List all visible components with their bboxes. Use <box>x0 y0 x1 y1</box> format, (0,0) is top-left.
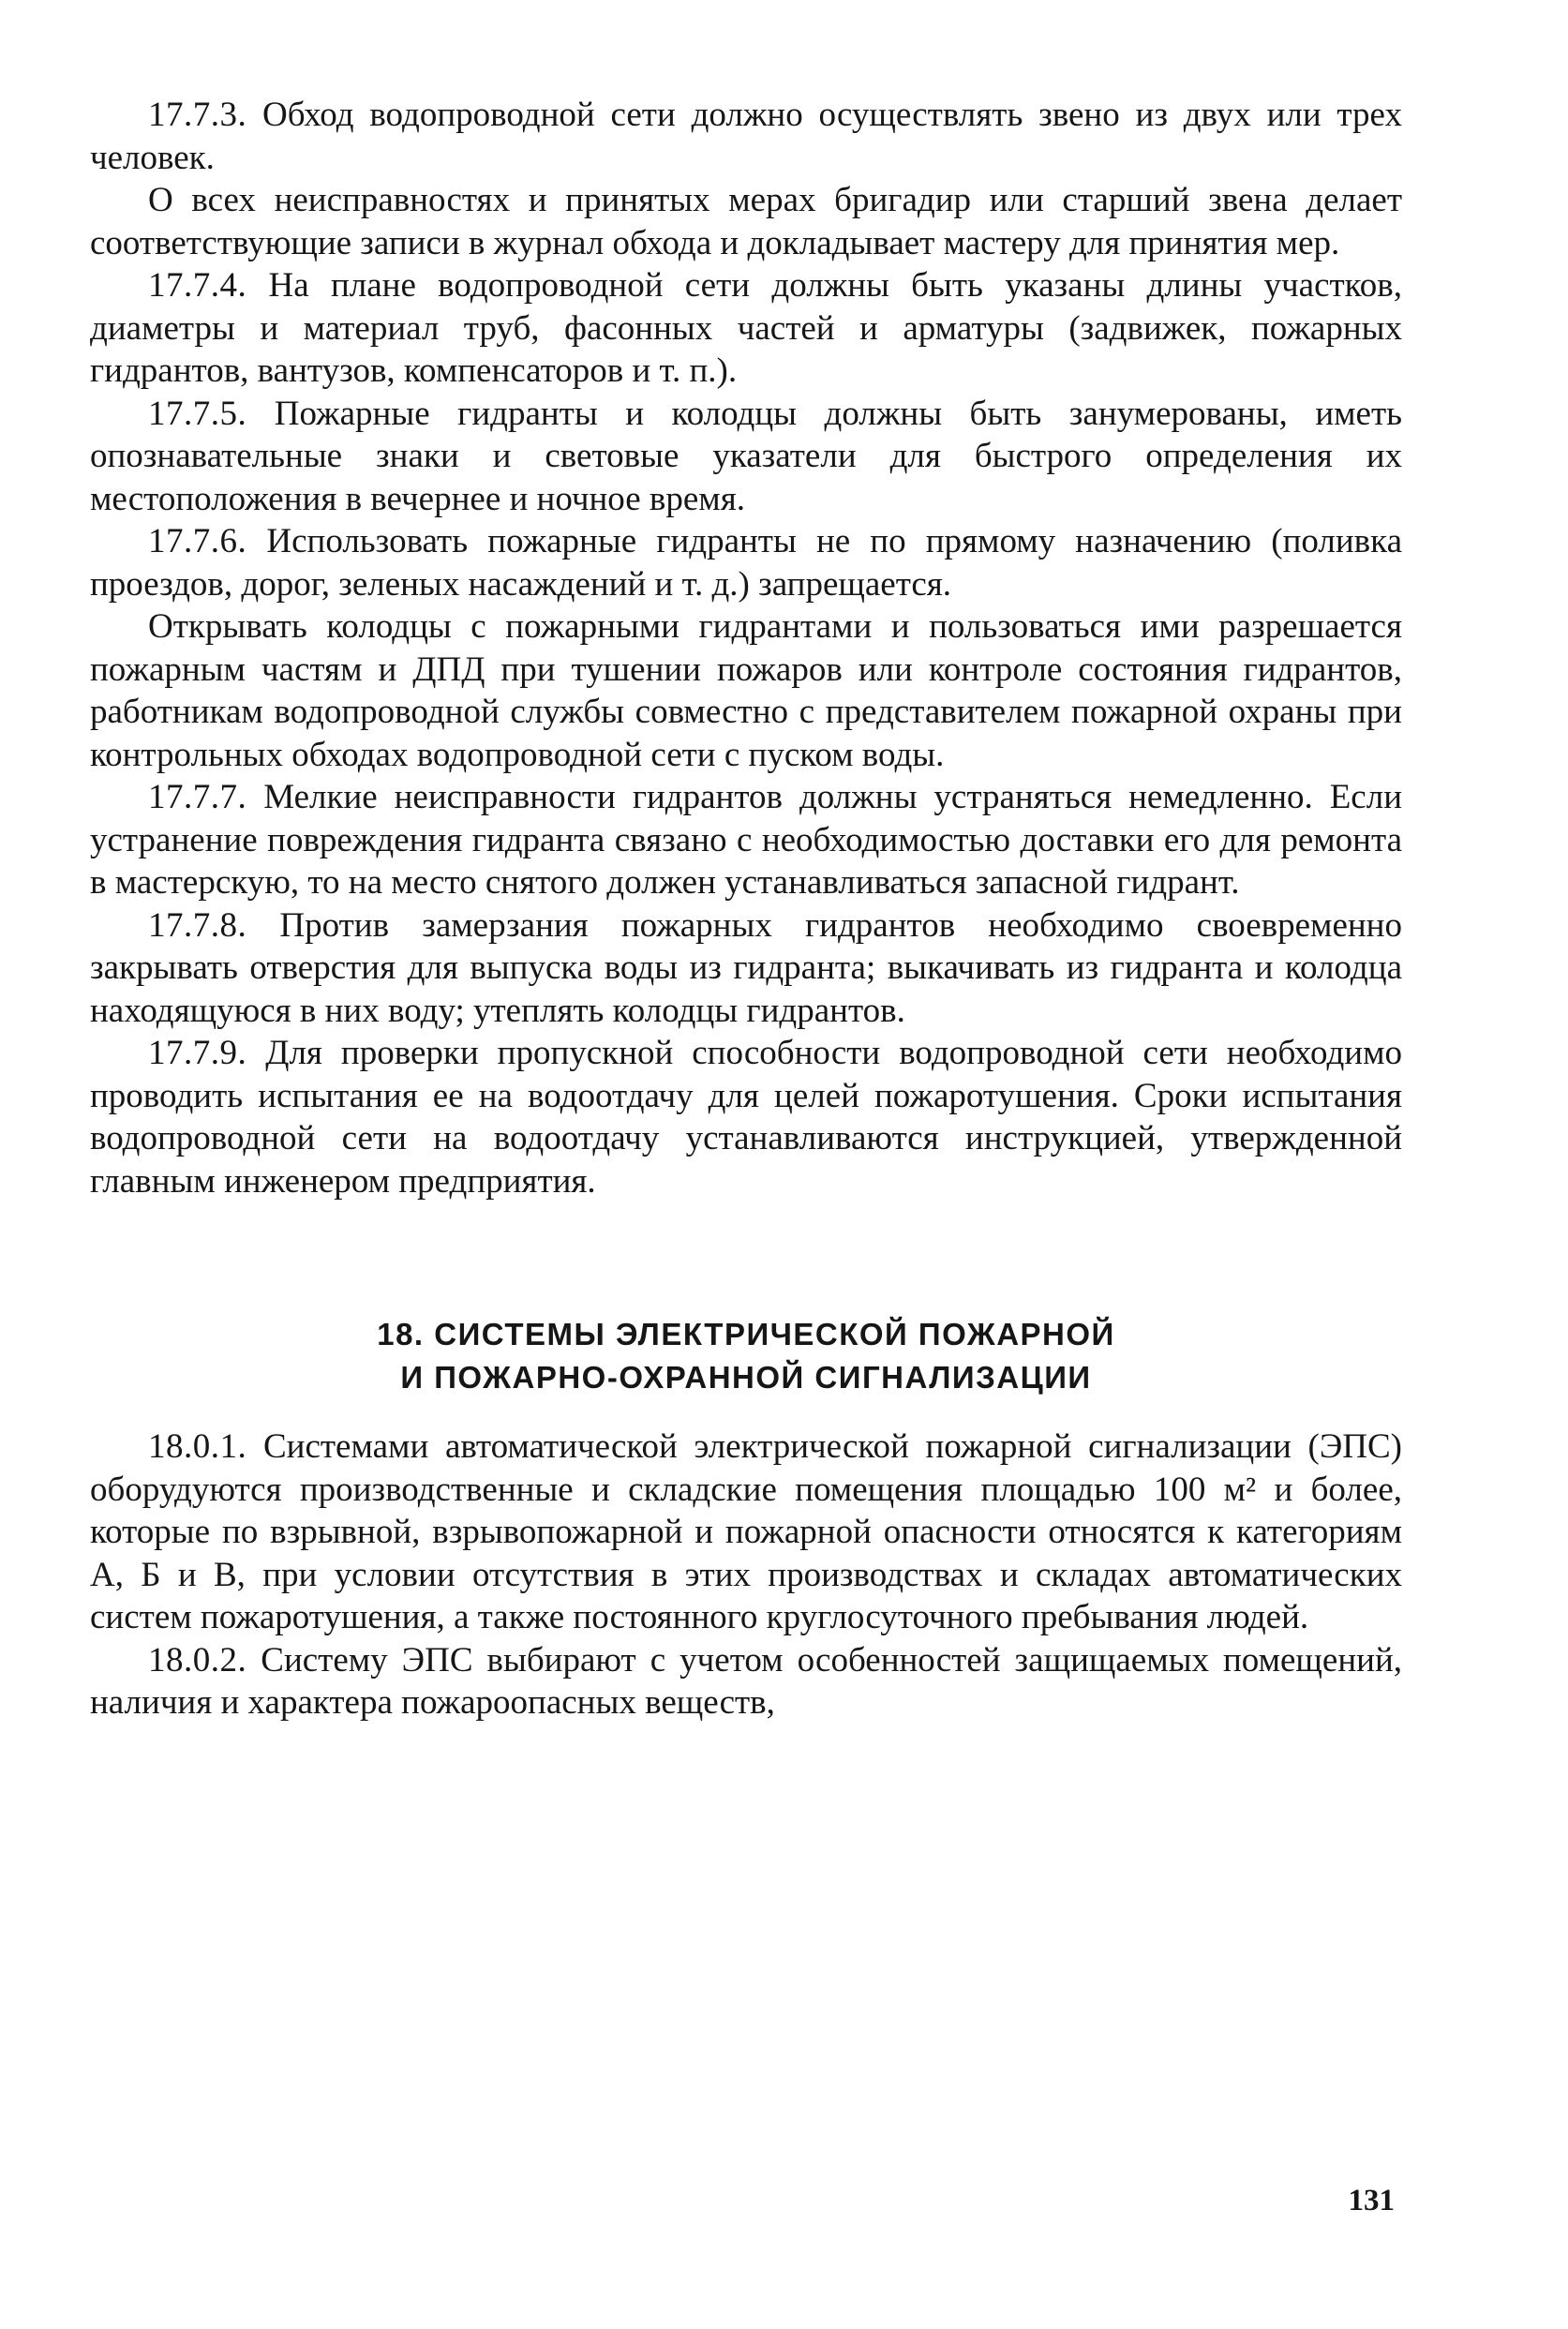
document-page <box>90 94 1402 1724</box>
paragraph-text: Пожарные гидранты и колодцы должны быть занумерованы, иметь опознавательные знаки и световые указатели для быстрого определения их местоположения в вечернее и ночное время. <box>90 394 1402 518</box>
clause-number: 17.7.8. <box>148 905 247 945</box>
paragraph-18-0-2 <box>90 1639 1402 1724</box>
paragraph-17-7-4 <box>90 264 1402 393</box>
clause-number: 17.7.4. <box>148 266 247 305</box>
paragraph-text: Мелкие неисправности гидрантов должны устраняться немедленно. Если устранение повреждения гидранта связано с необходимостью доставки его для ремонта в мастерскую, то на место снятого должен устанавливаться запасной гидрант. <box>90 778 1402 902</box>
paragraph-text: Обход водопроводной сети должно осуществлять звено из двух или трех человек. <box>90 96 1402 177</box>
paragraph-17-7-8 <box>90 904 1402 1033</box>
clause-number: 17.7.7. <box>148 778 247 816</box>
paragraph-text: На плане водопроводной сети должны быть указаны длины участков, диаметры и материал труб, фасонных частей и арматуры (задвижек, пожарных гидрантов, вантузов, компенсаторов и т. п.). <box>90 266 1402 390</box>
section-heading-line-2: И ПОЖАРНО-ОХРАННОЙ СИГНАЛИЗАЦИИ <box>400 1360 1092 1395</box>
paragraph-17-7-6 <box>90 520 1402 605</box>
section-heading <box>90 1313 1402 1399</box>
clause-number: 17.7.6. <box>148 522 247 560</box>
paragraph-text: Использовать пожарные гидранты не по прямому назначению (поливка проездов, дорог, зеленых насаждений и т. д.) запрещается. <box>90 522 1402 604</box>
paragraph-18-0-1 <box>90 1426 1402 1639</box>
clause-number: 17.7.5. <box>148 394 247 433</box>
page-number: 131 <box>1348 2184 1395 2217</box>
section-heading-line-1: 18. СИСТЕМЫ ЭЛЕКТРИЧЕСКОЙ ПОЖАРНОЙ <box>377 1317 1115 1351</box>
paragraph-17-7-9 <box>90 1032 1402 1202</box>
paragraph-text: О всех неисправностях и принятых мерах бригадир или старший звена делает соответствующие записи в журнал обхода и докладывает мастеру для принятия мер. <box>90 181 1402 262</box>
paragraph-text: Открывать колодцы с пожарными гидрантами и пользоваться ими разрешается пожарным частям и ДПД при тушении пожаров или контроле состояния гидрантов, работникам водопроводной службы совместно с представителем пожарной охраны при контрольных обходах водопроводной сети с пуском воды. <box>90 607 1402 774</box>
paragraph-defects-report <box>90 179 1402 264</box>
paragraph-17-7-5 <box>90 393 1402 521</box>
clause-number: 18.0.1. <box>148 1427 247 1466</box>
paragraph-text: Систему ЭПС выбирают с учетом особенностей защищаемых помещений, наличия и характера пожароопасных веществ, <box>90 1640 1402 1722</box>
clause-number: 18.0.2. <box>148 1640 247 1680</box>
paragraph-text: Системами автоматической электрической пожарной сигнализации (ЭПС) оборудуются производственные и складские помещения площадью 100 м² и более, которые по взрывной, взрывопожарной и пожарной опасности относятся к категориям А, Б и В, при условии отсутствия в этих производствах и складах автоматических систем пожаротушения, а также постоянного круглосуточного пребывания людей. <box>90 1427 1402 1636</box>
clause-number: 17.7.9. <box>148 1034 247 1072</box>
paragraph-17-7-7 <box>90 776 1402 904</box>
paragraph-text: Против замерзания пожарных гидрантов необходимо своевременно закрывать отверстия для выпуска воды из гидранта; выкачивать из гидранта и колодца находящуюся в них воду; утеплять колодцы гидрантов. <box>90 905 1402 1030</box>
paragraph-17-7-3 <box>90 94 1402 179</box>
paragraph-hydrant-wells <box>90 605 1402 776</box>
paragraph-text: Для проверки пропускной способности водопроводной сети необходимо проводить испытания ее на водоотдачу для целей пожаротушения. Сроки испытания водопроводной сети на водоотдачу устанавливаются инструкцией, утвержденной главным инженером предприятия. <box>90 1034 1402 1201</box>
clause-number: 17.7.3. <box>148 96 247 134</box>
